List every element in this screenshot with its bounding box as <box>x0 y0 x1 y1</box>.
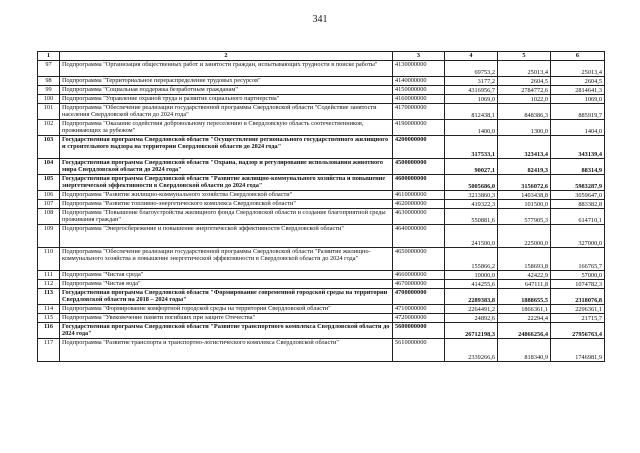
amount-col5-cell: 1866361,1 <box>498 305 551 314</box>
col-header-6: 6 <box>551 52 605 61</box>
amount-col5-cell: 848386,3 <box>498 104 551 120</box>
amount-col6-cell: 25013,4 <box>551 61 605 77</box>
amount-col6-cell: 614710,1 <box>551 209 605 225</box>
amount-col4-cell: 90027,1 <box>445 159 498 175</box>
target-code-cell: 4650000000 <box>393 248 445 271</box>
table-body <box>38 61 605 362</box>
program-name-cell: Подпрограмма "Обеспечение реализации государственной программы Свердловской области "Содействие занятости населения Свердловской области до 2024 года" <box>60 104 393 120</box>
table-row <box>38 323 605 339</box>
program-name-cell: Подпрограмма "Развитие топливно-энергетического комплекса Свердловской области" <box>60 200 393 209</box>
amount-col5-cell: 1300,0 <box>498 120 551 136</box>
amount-col5-cell: 1022,0 <box>498 95 551 104</box>
col-header-1: 1 <box>38 52 60 61</box>
target-code-cell: 4150000000 <box>393 86 445 95</box>
amount-col4-cell: 241500,0 <box>445 225 498 248</box>
row-number-cell: 108 <box>38 209 60 225</box>
amount-col4-cell: 550881,6 <box>445 209 498 225</box>
row-number-cell: 113 <box>38 289 60 305</box>
amount-col6-cell: 1074782,3 <box>551 280 605 289</box>
table-row <box>38 120 605 136</box>
amount-col6-cell: 27956763,4 <box>551 323 605 339</box>
target-code-cell: 4130000000 <box>393 61 445 77</box>
program-name-cell: Подпрограмма "Чистая среда" <box>60 271 393 280</box>
amount-col6-cell: 57000,0 <box>551 271 605 280</box>
amount-col6-cell: 1746981,9 <box>551 339 605 362</box>
target-code-cell: 5610000000 <box>393 339 445 362</box>
amount-col5-cell: 1403438,8 <box>498 191 551 200</box>
target-code-cell: 5600000000 <box>393 323 445 339</box>
amount-col6-cell: 3059647,0 <box>551 191 605 200</box>
amount-col5-cell: 22294,4 <box>498 314 551 323</box>
table-row <box>38 209 605 225</box>
program-name-cell: Государственная программа Свердловской области "Развитие жилищно-коммунального хозяйства и повышение энергетической эффективности в Свердловской области до 2024 года" <box>60 175 393 191</box>
amount-col5-cell: 647111,8 <box>498 280 551 289</box>
row-number-cell: 112 <box>38 280 60 289</box>
table-row <box>38 61 605 77</box>
row-number-cell: 114 <box>38 305 60 314</box>
amount-col6-cell: 343139,4 <box>551 136 605 159</box>
page-number: 341 <box>312 14 328 25</box>
amount-col5-cell: 24866256,4 <box>498 323 551 339</box>
amount-col5-cell: 25013,4 <box>498 61 551 77</box>
amount-col4-cell: 414255,6 <box>445 280 498 289</box>
program-name-cell: Подпрограмма "Управление охраной труда и развитие социального партнерства" <box>60 95 393 104</box>
amount-col5-cell: 2784772,6 <box>498 86 551 95</box>
table-row <box>38 200 605 209</box>
table-row <box>38 271 605 280</box>
amount-col6-cell: 5983287,9 <box>551 175 605 191</box>
amount-col6-cell: 88314,9 <box>551 159 605 175</box>
table-row <box>38 104 605 120</box>
amount-col5-cell: 323413,4 <box>498 136 551 159</box>
program-name-cell: Государственная программа Свердловской области "Охрана, надзор и регулирование использования животного мира Свердловской области до 2024 года" <box>60 159 393 175</box>
program-name-cell: Подпрограмма "Повышение благоустройства жилищного фонда Свердловской области и создание благоприятной среды проживания граждан" <box>60 209 393 225</box>
target-code-cell: 4610000000 <box>393 191 445 200</box>
program-name-cell: Подпрограмма "Оказание содействия добровольному переселению в Свердловскую область соотечественников, проживающих за рубежом" <box>60 120 393 136</box>
table-row <box>38 248 605 271</box>
row-number-cell: 109 <box>38 225 60 248</box>
row-number-cell: 107 <box>38 200 60 209</box>
amount-col5-cell: 3156072,6 <box>498 175 551 191</box>
amount-col5-cell: 158693,8 <box>498 248 551 271</box>
program-name-cell: Подпрограмма "Формирование комфортной городской среды на территории Свердловской области" <box>60 305 393 314</box>
table-row <box>38 136 605 159</box>
target-code-cell: 4630000000 <box>393 209 445 225</box>
col-header-3: 3 <box>393 52 445 61</box>
program-name-cell: Подпрограмма "Территориальное перераспределение трудовых ресурсов" <box>60 77 393 86</box>
col-header-4: 4 <box>445 52 498 61</box>
target-code-cell: 4160000000 <box>393 95 445 104</box>
amount-col4-cell: 2339266,6 <box>445 339 498 362</box>
program-name-cell: Подпрограмма "Развитие жилищно-коммунального хозяйства Свердловской области" <box>60 191 393 200</box>
target-code-cell: 4190000000 <box>393 120 445 136</box>
target-code-cell: 4500000000 <box>393 159 445 175</box>
table-row <box>38 305 605 314</box>
amount-col4-cell: 2289383,8 <box>445 289 498 305</box>
amount-col4-cell: 4316956,7 <box>445 86 498 95</box>
amount-col4-cell: 155866,2 <box>445 248 498 271</box>
amount-col5-cell: 82419,3 <box>498 159 551 175</box>
amount-col4-cell: 419322,3 <box>445 200 498 209</box>
program-name-cell: Подпрограмма "Чистая вода" <box>60 280 393 289</box>
table-row <box>38 191 605 200</box>
row-number-cell: 111 <box>38 271 60 280</box>
row-number-cell: 110 <box>38 248 60 271</box>
amount-col4-cell: 2264491,2 <box>445 305 498 314</box>
target-code-cell: 4710000000 <box>393 305 445 314</box>
amount-col5-cell: 225000,0 <box>498 225 551 248</box>
amount-col4-cell: 10000,0 <box>445 271 498 280</box>
program-name-cell: Подпрограмма "Энергосбережение и повышение энергетической эффективности Свердловской области" <box>60 225 393 248</box>
amount-col6-cell: 1069,0 <box>551 95 605 104</box>
amount-col6-cell: 2318076,8 <box>551 289 605 305</box>
row-number-cell: 101 <box>38 104 60 120</box>
amount-col5-cell: 577905,3 <box>498 209 551 225</box>
amount-col6-cell: 327000,0 <box>551 225 605 248</box>
amount-col4-cell: 1400,0 <box>445 120 498 136</box>
target-code-cell: 4670000000 <box>393 280 445 289</box>
target-code-cell: 4620000000 <box>393 200 445 209</box>
row-number-cell: 100 <box>38 95 60 104</box>
amount-col4-cell: 5005686,0 <box>445 175 498 191</box>
target-code-cell: 4600000000 <box>393 175 445 191</box>
amount-col6-cell: 885919,7 <box>551 104 605 120</box>
amount-col4-cell: 26712198,3 <box>445 323 498 339</box>
row-number-cell: 116 <box>38 323 60 339</box>
amount-col6-cell: 166765,7 <box>551 248 605 271</box>
amount-col5-cell: 42422,9 <box>498 271 551 280</box>
table-row <box>38 95 605 104</box>
row-number-cell: 98 <box>38 77 60 86</box>
amount-col6-cell: 2296361,1 <box>551 305 605 314</box>
row-number-cell: 117 <box>38 339 60 362</box>
row-number-cell: 103 <box>38 136 60 159</box>
program-name-cell: Подпрограмма "Организация общественных работ и занятости граждан, испытывающих трудности в поиске работы" <box>60 61 393 77</box>
amount-col6-cell: 883382,8 <box>551 200 605 209</box>
table-row <box>38 86 605 95</box>
amount-col5-cell: 1888655,5 <box>498 289 551 305</box>
target-code-cell: 4660000000 <box>393 271 445 280</box>
budget-table <box>37 51 605 362</box>
program-name-cell: Подпрограмма "Увековечение памяти погибших при защите Отечества" <box>60 314 393 323</box>
amount-col4-cell: 812438,1 <box>445 104 498 120</box>
col-header-2: 2 <box>60 52 393 61</box>
amount-col5-cell: 101500,0 <box>498 200 551 209</box>
target-code-cell: 4720000000 <box>393 314 445 323</box>
amount-col6-cell: 21715,7 <box>551 314 605 323</box>
table-row <box>38 280 605 289</box>
table-row <box>38 339 605 362</box>
amount-col4-cell: 3177,2 <box>445 77 498 86</box>
program-name-cell: Государственная программа Свердловской области "Развитие транспортного комплекса Свердловской области до 2024 года" <box>60 323 393 339</box>
amount-col4-cell: 3213860,3 <box>445 191 498 200</box>
col-header-5: 5 <box>498 52 551 61</box>
table-row <box>38 77 605 86</box>
target-code-cell: 4140000000 <box>393 77 445 86</box>
amount-col5-cell: 2604,5 <box>498 77 551 86</box>
row-number-cell: 97 <box>38 61 60 77</box>
program-name-cell: Подпрограмма "Обеспечение реализации государственной программы Свердловской области "Развитие жилищно-коммунального хозяйства и повышение энергетической эффективности в Свердловской области до 2024 года" <box>60 248 393 271</box>
amount-col6-cell: 1404,0 <box>551 120 605 136</box>
amount-col4-cell: 1069,0 <box>445 95 498 104</box>
row-number-cell: 102 <box>38 120 60 136</box>
header-row <box>38 52 605 61</box>
amount-col4-cell: 317533,1 <box>445 136 498 159</box>
target-code-cell: 4700000000 <box>393 289 445 305</box>
program-name-cell: Государственная программа Свердловской области "Осуществление регионального государственного жилищного и строительного надзора на территории Свердловской области до 2024 года" <box>60 136 393 159</box>
target-code-cell: 4640000000 <box>393 225 445 248</box>
table-row <box>38 225 605 248</box>
program-name-cell: Государственная программа Свердловской области "Формирование современной городской среды на территории Свердловской области на 2018 – 2024 годы" <box>60 289 393 305</box>
amount-col6-cell: 2814641,3 <box>551 86 605 95</box>
program-name-cell: Подпрограмма "Социальная поддержка безработным гражданам" <box>60 86 393 95</box>
row-number-cell: 99 <box>38 86 60 95</box>
row-number-cell: 104 <box>38 159 60 175</box>
table-row <box>38 314 605 323</box>
row-number-cell: 106 <box>38 191 60 200</box>
table-row <box>38 159 605 175</box>
program-name-cell: Подпрограмма "Развитие транспорта и транспортно-логистического комплекса Свердловской области" <box>60 339 393 362</box>
row-number-cell: 115 <box>38 314 60 323</box>
target-code-cell: 4200000000 <box>393 136 445 159</box>
amount-col6-cell: 2604,5 <box>551 77 605 86</box>
amount-col5-cell: 818340,9 <box>498 339 551 362</box>
table-row <box>38 175 605 191</box>
amount-col4-cell: 24892,6 <box>445 314 498 323</box>
row-number-cell: 105 <box>38 175 60 191</box>
target-code-cell: 4170000000 <box>393 104 445 120</box>
table-row <box>38 289 605 305</box>
amount-col4-cell: 69753,2 <box>445 61 498 77</box>
